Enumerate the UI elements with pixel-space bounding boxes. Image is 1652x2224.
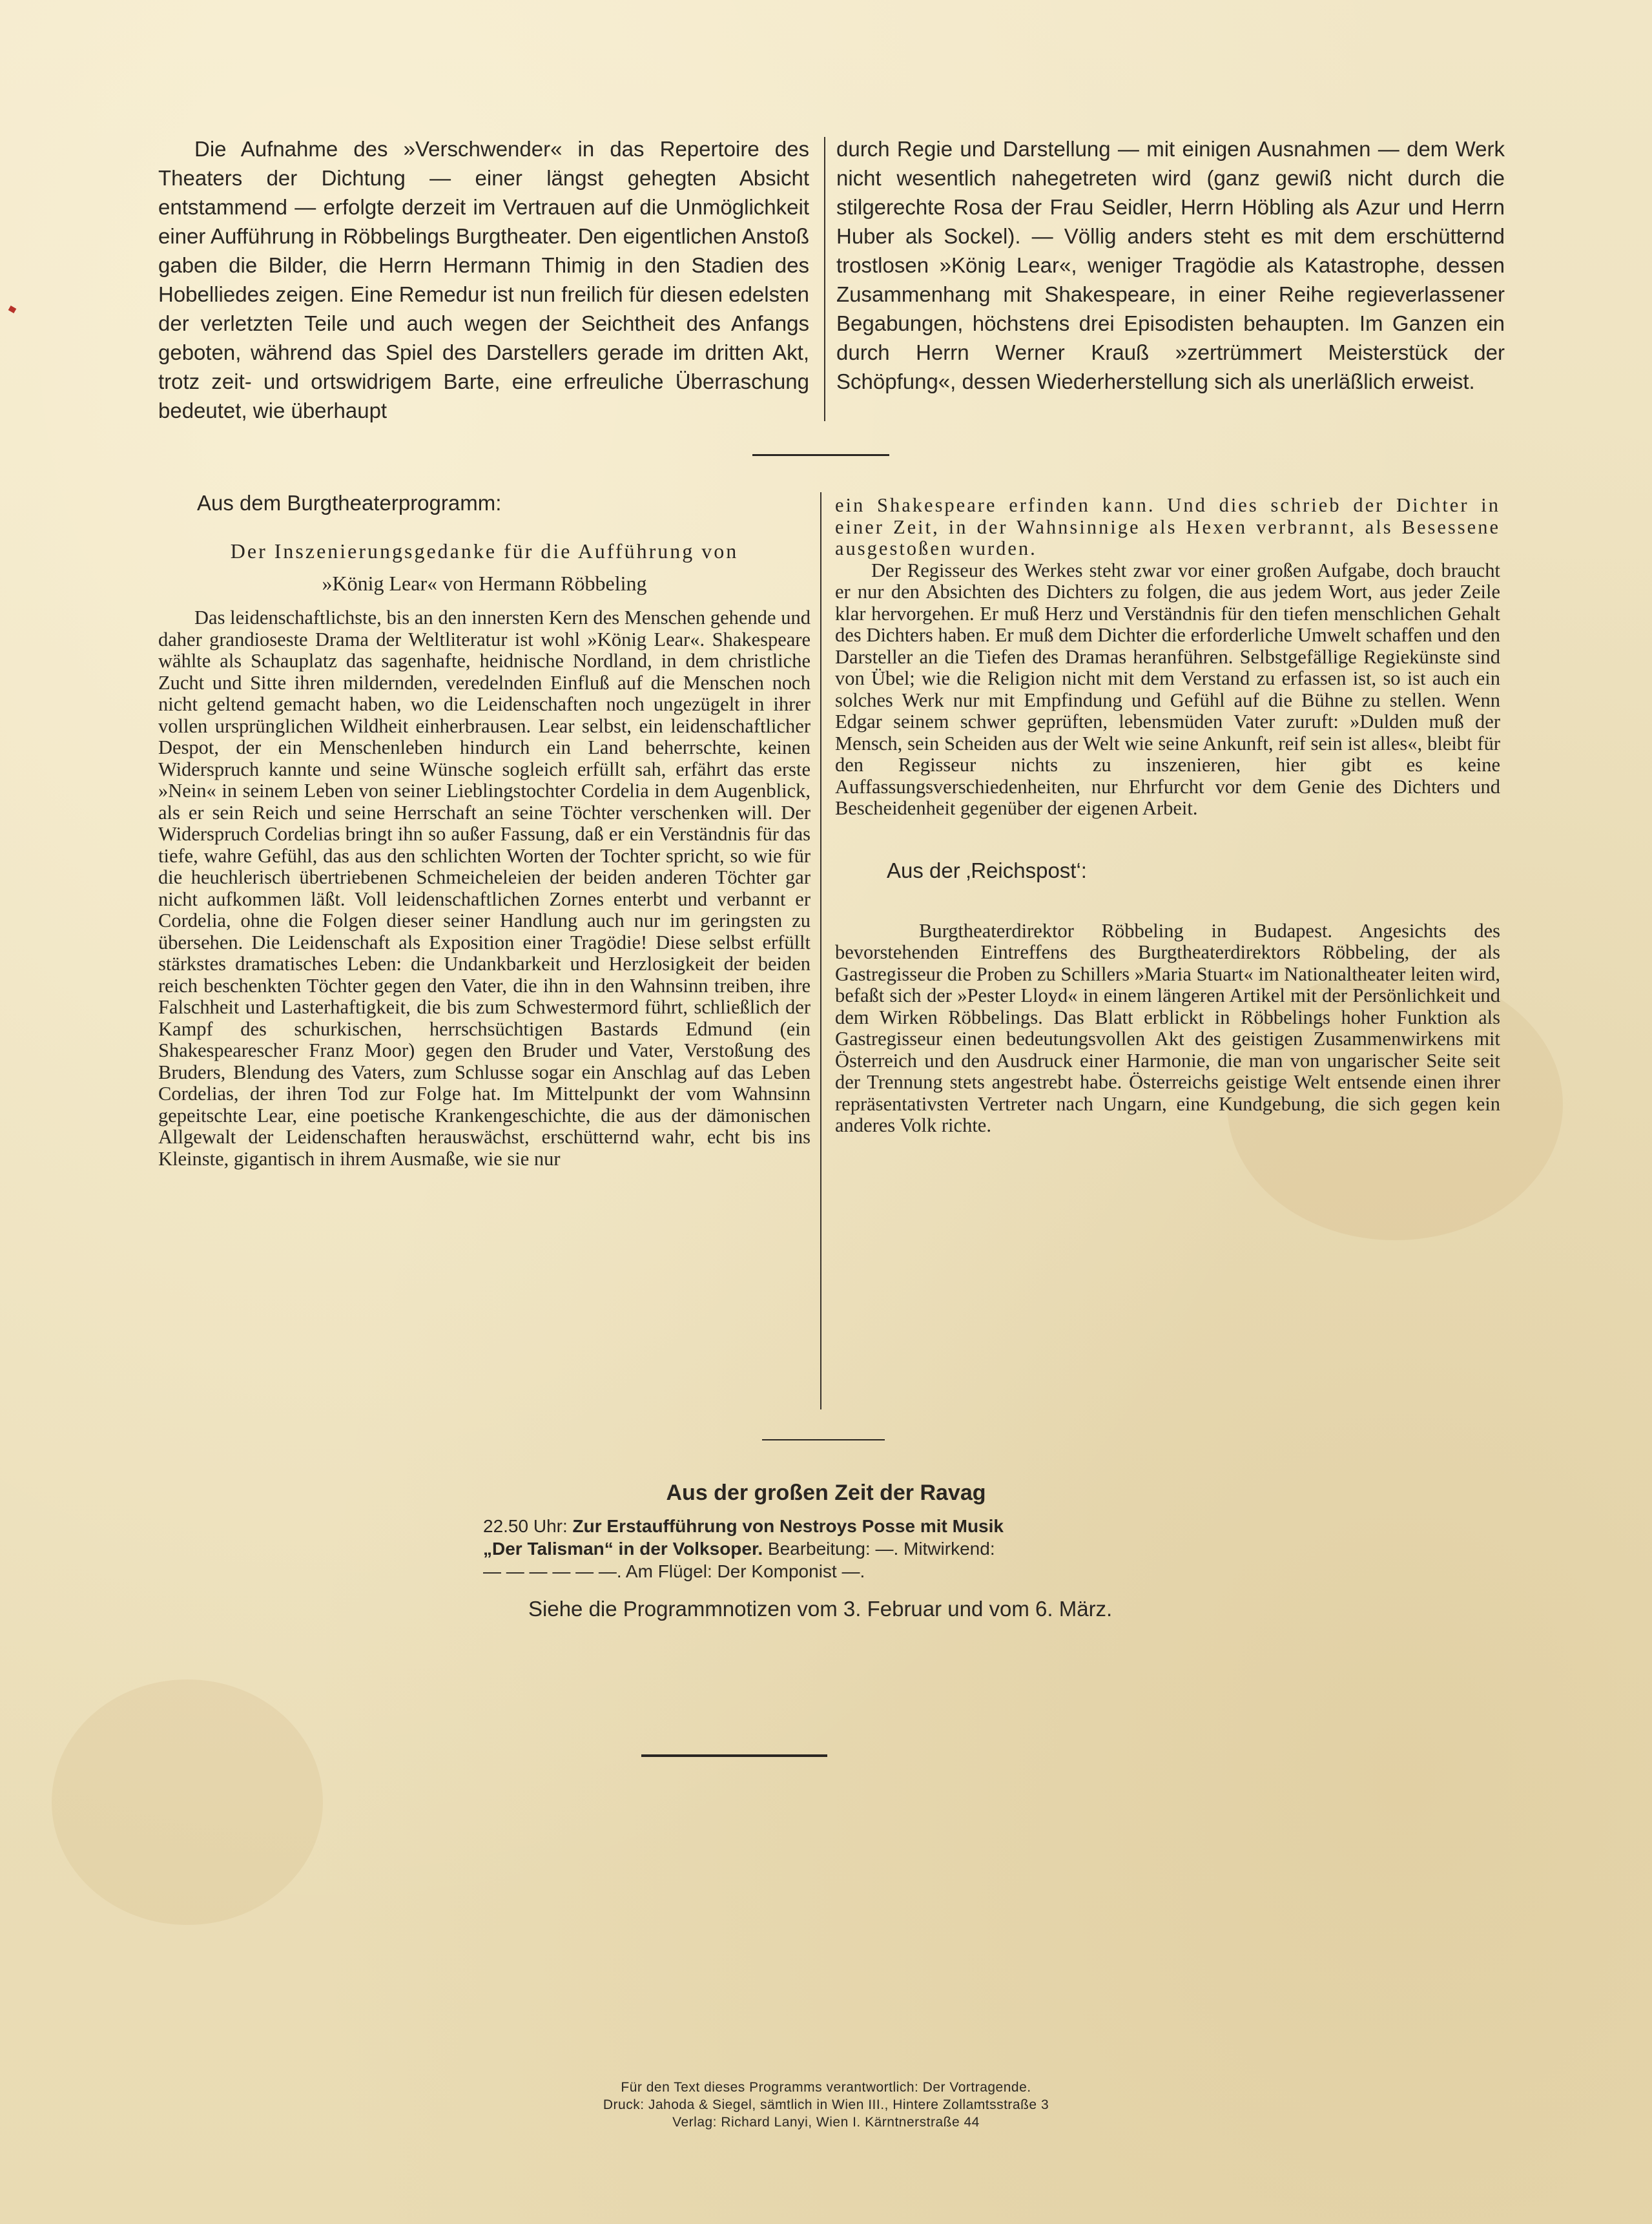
section-separator — [762, 1439, 885, 1440]
program-body-right-2: Der Regisseur des Werkes steht zwar vor einer großen Aufgabe, doch braucht er nur den Absichten des Dichters zu folgen, die aus jedem Wort, aus jeder Zeile klar hervorgehen. Er muß Herz und Verständnis für den tiefen menschlichen Gehalt des Dichters haben. Er muß dem Dichter die erforderliche Umwelt schaffen und den Darsteller an die Tiefen des Dramas heranführen. Selbstgefällige Regiekünste sind von Übel; wie die Religion nicht mit dem Verstand zu erfassen ist, so ist auch ein solches Werk nur mit Empfindung und Gefühl auf die Bühne zu stellen. Wenn Edgar seinem schwer geprüften, lebensmüden Vater zuruft: »Dulden muß der Mensch, sein Scheiden aus der Welt wie seine Ankunft, reif sein ist alles«, bleibt für den Regisseur nichts zu inszenieren, hier gibt es keine Auffassungsverschiedenheiten, nur Ehrfurcht vor dem Genie des Dichters und Bescheidenheit gegenüber der eigenen Arbeit. — [835, 559, 1500, 819]
section-separator — [641, 1754, 827, 1757]
footer-line-1: Für den Text dieses Programms verantwortlich: Der Vortragende. — [621, 2080, 1031, 2095]
intro-left-text: Die Aufnahme des »Verschwender« in das Repertoire des Theaters der Dichtung — einer längst gehegten Absicht entstammend — erfolgte derzeit im Vertrauen auf die Unmöglichkeit einer Aufführung in Röbbelings Burgtheater. Den eigentlichen Anstoß gaben die Bilder, die Herrn Hermann Thimig in den Stadien des Hobelliedes zeigen. Eine Remedur ist nun freilich für diesen edelsten der verletzten Teile und auch wegen der Seichtheit des Anfangs geboten, während das Spiel des Darstellers gerade im dritten Akt, trotz zeit- und ortswidrigem Barte, eine erfreuliche Überraschung bedeutet, wie überhaupt — [158, 137, 809, 422]
ravag-note: Siehe die Programmnotizen vom 3. Februar und vom 6. März. — [528, 1597, 1113, 1621]
ravag-title-play: „Der Talisman“ in der Volksoper. — [483, 1539, 763, 1559]
program-body-right-1: ein Shakespeare erfinden kann. Und dies schrieb der Dichter in einer Zeit, in der Wahnsinnige als Hexen verbrannt, als Besessene ausgestoßen wurden. — [835, 494, 1500, 559]
program-left-column — [158, 490, 811, 1170]
intro-right-text: durch Regie und Darstellung — mit einigen Ausnahmen — dem Werk nicht wesentlich nahegetreten wird (ganz gewiß nicht durch die stilgerechte Rosa der Frau Seidler, Herrn Höbling als Azur und Herrn Huber als Sockel). — Völlig anders steht es mit dem erschütternd trostlosen »König Lear«, weniger Tragödie als Katastrophe, dessen Zusammenhang mit Shakespeare, in einer Reihe regieverlassener Begabungen, höchstens drei Episodisten behaupten. Im Ganzen ein durch Herrn Werner Krauß »zertrümmert Meisterstück der Schöpfung«, dessen Wiederherstellung sich als unerläßlich erweist. — [836, 137, 1505, 393]
footer-line-3: Verlag: Richard Lanyi, Wien I. Kärntnerstraße 44 — [672, 2115, 980, 2130]
program-body-left: Das leidenschaftlichste, bis an den innersten Kern des Menschen gehende und daher grandioseste Drama der Weltliteratur ist wohl »König Lear«. Shakespeare wählte als Schauplatz das sagenhafte, heidnische Nordland, in dem christliche Zucht und Sitte ihren mildernden, veredelnden Einfluß auf die Menschen noch nicht geltend gemacht haben, wo die Leidenschaften noch ungezügelt in ihrer vollen ursprünglichen Wildheit einherbrausen. Lear selbst, ein leidenschaftlicher Despot, der ein Menschenleben hindurch ein Land beherrschte, keinen Widerspruch kannte und seine Wünsche sogleich erfüllt sah, erfährt das erste »Nein« in seinem Leben von seiner Lieblingstochter Cordelia in dem Augenblick, als er sein Reich und seine Herrschaft an seine Töchter verschenken will. Der Widerspruch Cordelias bringt ihn so außer Fassung, daß er ein Verständnis für das tiefe, wahre Gefühl, das aus den schlichten Worten der Tochter spricht, so wie für die heuchlerisch übertriebenen Schmeicheleien der beiden anderen Töchter gar nicht aufkommen läßt. Voll leidenschaftlichen Zornes enterbt und verbannt er Cordelia, ohne die Folgen dieser seiner Handlung auch nur im geringsten zu übersehen. Die Leidenschaft als Exposition einer Tragödie! Diese selbst erfüllt stärkstes dramatisches Leben: die Undankbarkeit und Herzlosigkeit der beiden reich beschenkten Töchter gegen den Vater, die ihn in den Wahnsinn treiben, ihre Falschheit und Lasterhaftigkeit, die bis zum Schwestermord führt, schließlich der Kampf des schurkischen, herrschsüchtigen Bastards Edmund (ein Shakespearescher Franz Moor) gegen den Bruder und Vater, Verstoßung des Bruders, Blendung des Vaters, zum Schlusse sogar ein Anschlag auf das Leben Cordelias, der ihren Tod zur Folge hat. Im Mittelpunkt der vom Wahnsinn gepeitschte Lear, eine poetische Krankengeschichte, die aus der dämonischen Allgewalt der Leidenschaften herauswächst, erschütternd wahr, echt bis ins Kleinste, gigantisch in ihrem Ausmaße, wie sie nur — [158, 607, 811, 1170]
program-title-line-2: »König Lear« von Hermann Röbbeling — [322, 572, 647, 595]
ravag-title: Aus der großen Zeit der Ravag — [666, 1481, 986, 1505]
reichspost-heading: Aus der ‚Reichspost‘: — [887, 858, 1087, 882]
intro-left-column — [158, 134, 809, 425]
footer-imprint — [0, 2079, 1652, 2131]
paper-stain — [52, 1679, 323, 1925]
column-divider-middle — [820, 492, 821, 1409]
ravag-credits: Bearbeitung: —. Mitwirkend: — [767, 1539, 995, 1559]
ravag-listing — [483, 1515, 1142, 1583]
red-ink-mark — [8, 306, 17, 313]
program-right-column — [835, 495, 1500, 1137]
reichspost-body: Burgtheaterdirektor Röbbeling in Budapest. Angesichts des bevorstehenden Eintreffens des Burgtheaterdirektors Röbbeling, der als Gastregisseur die Proben zu Schillers »Maria Stuart« im Nationaltheater leiten wird, befaßt sich der »Pester Lloyd« in einem längeren Artikel mit der Persönlichkeit und dem Wirken Röbbelings. Das Blatt erblickt in Röbbelings hoher Funktion als Gastregisseur einen bedeutungsvollen Akt des geistigen Zusammenwirkens mit Österreich und den Ausdruck einer Harmonie, die man von ungarischer Seite seit der Trennung stets angestrebt habe. Österreichs geistige Welt entsende einen ihrer repräsentativsten Vertreter nach Ungarn, eine Kundgebung, die sich gegen kein anderes Volk richte. — [835, 919, 1500, 1136]
footer-line-2: Druck: Jahoda & Siegel, sämtlich in Wien III., Hintere Zollamtsstraße 3 — [603, 2097, 1049, 2112]
ravag-line-2 — [483, 1537, 1142, 1560]
ravag-premiere: Zur Erstaufführung von Nestroys Posse mit Musik — [572, 1516, 1004, 1536]
intro-right-column — [836, 134, 1505, 396]
ravag-line-3: — — — — — —. Am Flügel: Der Komponist —. — [483, 1561, 865, 1581]
column-divider-top — [824, 137, 825, 421]
ravag-time: 22.50 Uhr: — [483, 1516, 568, 1536]
ravag-line-1 — [483, 1515, 1142, 1537]
program-title-line-1: Der Inszenierungsgedanke für die Aufführung von — [230, 539, 739, 563]
section-separator — [752, 454, 889, 456]
program-heading: Aus dem Burgtheaterprogramm: — [197, 491, 502, 515]
